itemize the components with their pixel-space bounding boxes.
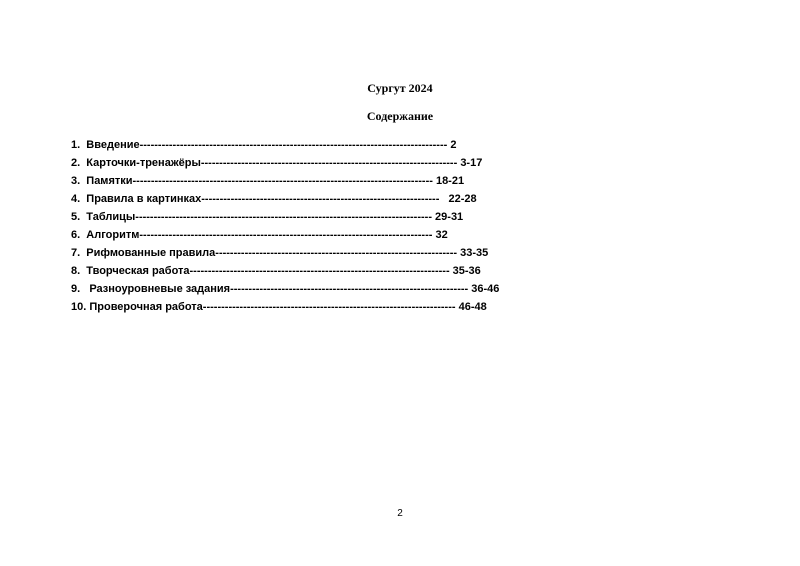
- toc-item: 2. Карточки-тренажёры---------------------------------------------------------------------- 3-17: [71, 157, 483, 169]
- toc-item: 4. Правила в картинках----------------------------------------------------------------- 22-28: [71, 193, 477, 205]
- toc-item: 6. Алгоритм-------------------------------------------------------------------------------- 32: [71, 229, 448, 241]
- toc-item: 10. Проверочная работа--------------------------------------------------------------------- 46-48: [71, 301, 487, 313]
- page-number: 2: [397, 508, 403, 519]
- toc-item: 1. Введение------------------------------------------------------------------------------------ 2: [71, 139, 457, 151]
- toc-item: 7. Рифмованные правила------------------------------------------------------------------ 33-35: [71, 247, 489, 259]
- toc-item: 3. Памятки---------------------------------------------------------------------------------- 18-21: [71, 175, 465, 187]
- city-year: Сургут 2024: [367, 81, 433, 95]
- toc-item: 9. Разноуровневые задания----------------------------------------------------------------- 36-46: [71, 283, 500, 295]
- toc-item: 8. Творческая работа----------------------------------------------------------------------- 35-36: [71, 265, 481, 277]
- page-title: Содержание: [366, 109, 434, 123]
- toc-item: 5. Таблицы--------------------------------------------------------------------------------- 29-31: [71, 211, 464, 223]
- table-of-contents: [71, 136, 591, 316]
